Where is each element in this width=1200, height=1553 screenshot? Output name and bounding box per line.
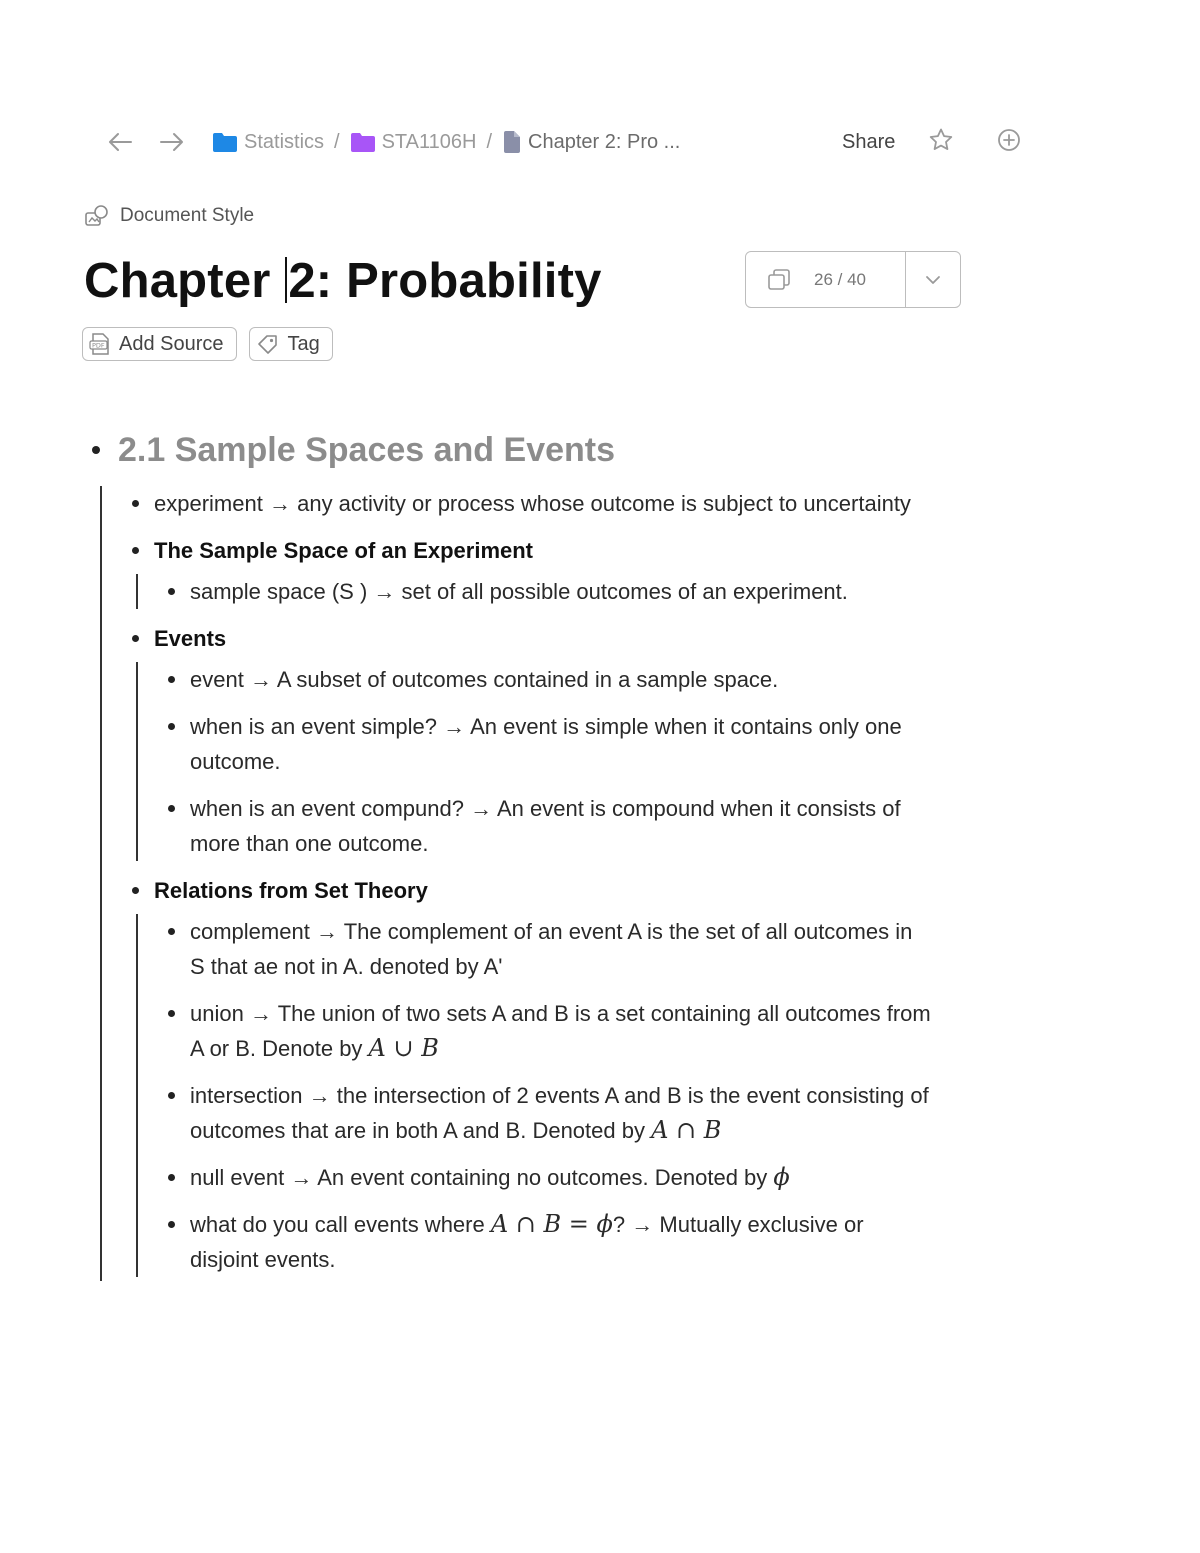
arrow-icon: →: [315, 919, 338, 944]
list-item[interactable]: [168, 1207, 932, 1277]
breadcrumb: [212, 130, 680, 154]
document-body[interactable]: [92, 426, 932, 1281]
term: null event: [190, 1165, 285, 1190]
document-icon: [502, 130, 522, 154]
folder-icon: [212, 131, 238, 153]
math-expression: A ∩ B: [651, 1116, 722, 1144]
title-text-part2: 2: Probability: [288, 254, 602, 308]
forward-button[interactable]: [152, 122, 192, 162]
page-counter-control: [745, 251, 961, 308]
list-item[interactable]: [168, 709, 932, 779]
arrow-right-icon: [159, 132, 185, 152]
breadcrumb-label: Statistics: [244, 130, 325, 153]
arrow-icon: →: [249, 1001, 272, 1026]
list-item[interactable]: [168, 914, 932, 984]
breadcrumb-item-sta1106h[interactable]: [350, 131, 477, 154]
page-counter-value: 26 / 40: [814, 269, 866, 289]
definition: Mutually exclusive or disjoint events.: [190, 1212, 864, 1272]
section-children: [100, 486, 932, 1281]
list-item[interactable]: [168, 1160, 932, 1195]
list-item-heading[interactable]: Events: [132, 621, 932, 656]
breadcrumb-separator: /: [486, 130, 493, 153]
term: what do you call events where: [190, 1212, 491, 1237]
definition: any activity or process whose outcome is subject to uncertainty: [297, 491, 911, 516]
definition: The complement of an event A is the set of all outcomes in S that ae not in A. denoted by A': [190, 919, 913, 979]
breadcrumb-item-statistics[interactable]: [212, 131, 324, 154]
document-style-button[interactable]: [84, 204, 254, 228]
list-item[interactable]: [168, 574, 932, 609]
math-expression: A ∩ B = ϕ: [490, 1210, 613, 1238]
sub-list: [136, 662, 932, 861]
svg-text:PDF: PDF: [92, 341, 105, 350]
term: when is an event compund?: [190, 796, 464, 821]
arrow-icon: →: [308, 1083, 331, 1108]
title-actions: [82, 327, 345, 361]
list-item[interactable]: [168, 791, 932, 861]
share-button[interactable]: Share: [842, 130, 896, 153]
title-text-part1: Chapter: [84, 254, 285, 308]
list-item-heading[interactable]: Relations from Set Theory: [132, 873, 932, 908]
tag-button[interactable]: [249, 327, 333, 361]
term: union: [190, 1001, 244, 1026]
back-button[interactable]: [100, 122, 140, 162]
section-heading[interactable]: [92, 426, 932, 474]
question-mark: ?: [612, 1212, 626, 1237]
list-item[interactable]: [168, 1078, 932, 1148]
term: experiment: [154, 491, 263, 516]
math-expression: ϕ: [773, 1163, 790, 1191]
arrow-icon: →: [373, 579, 396, 604]
page-counter-button[interactable]: [746, 252, 905, 307]
pdf-icon: [89, 332, 111, 356]
arrow-left-icon: [107, 132, 133, 152]
add-source-label: Add Source: [119, 332, 224, 355]
list-item[interactable]: [168, 996, 932, 1066]
definition: A subset of outcomes contained in a sample space.: [276, 667, 779, 692]
section-heading-text: 2.1 Sample Spaces and Events: [118, 430, 616, 469]
tag-label: Tag: [287, 332, 320, 355]
breadcrumb-label: Chapter 2: Pro ...: [528, 130, 681, 153]
arrow-icon: →: [470, 796, 493, 821]
breadcrumb-separator: /: [334, 130, 340, 153]
arrow-icon: →: [443, 714, 466, 739]
definition: the intersection of 2 events A and B is the event consisting of outcomes that are in both A and B. Denoted by: [190, 1083, 929, 1143]
list-item[interactable]: [168, 662, 932, 697]
tag-icon: [256, 333, 280, 355]
arrow-icon: →: [290, 1165, 313, 1190]
arrow-icon: →: [631, 1212, 654, 1237]
star-icon: [928, 127, 954, 153]
cards-icon: [766, 268, 792, 292]
add-button[interactable]: [996, 127, 1022, 158]
palette-icon: [84, 204, 110, 228]
term: sample space (S ): [190, 579, 368, 604]
plus-circle-icon: [996, 127, 1022, 153]
breadcrumb-item-chapter[interactable]: [502, 130, 680, 154]
document-style-label: Document Style: [120, 205, 255, 226]
definition: An event is simple when it contains only one outcome.: [190, 714, 902, 774]
list-item[interactable]: [132, 486, 932, 521]
term: event: [190, 667, 244, 692]
term: when is an event simple?: [190, 714, 438, 739]
page-counter-dropdown[interactable]: [905, 252, 960, 307]
sub-list: [136, 914, 932, 1277]
bullet-icon: [92, 446, 100, 454]
add-source-button[interactable]: [82, 327, 237, 361]
term: complement: [190, 919, 310, 944]
favorite-button[interactable]: [928, 127, 954, 158]
math-expression: A ∪ B: [368, 1034, 439, 1062]
definition: set of all possible outcomes of an experiment.: [401, 579, 848, 604]
arrow-icon: →: [249, 667, 272, 692]
chevron-down-icon: [925, 275, 941, 285]
term: intersection: [190, 1083, 303, 1108]
definition: The union of two sets A and B is a set containing all outcomes from A or B. Denote by: [190, 1001, 931, 1061]
definition: An event containing no outcomes. Denoted by: [317, 1165, 774, 1190]
folder-icon: [350, 131, 376, 153]
page-title[interactable]: [84, 252, 602, 310]
arrow-icon: →: [268, 491, 291, 516]
breadcrumb-label: STA1106H: [381, 130, 477, 153]
sub-list: [136, 574, 932, 609]
top-bar: [100, 122, 1040, 162]
list-item-heading[interactable]: The Sample Space of an Experiment: [132, 533, 932, 568]
definition: An event is compound when it consists of more than one outcome.: [190, 796, 901, 856]
